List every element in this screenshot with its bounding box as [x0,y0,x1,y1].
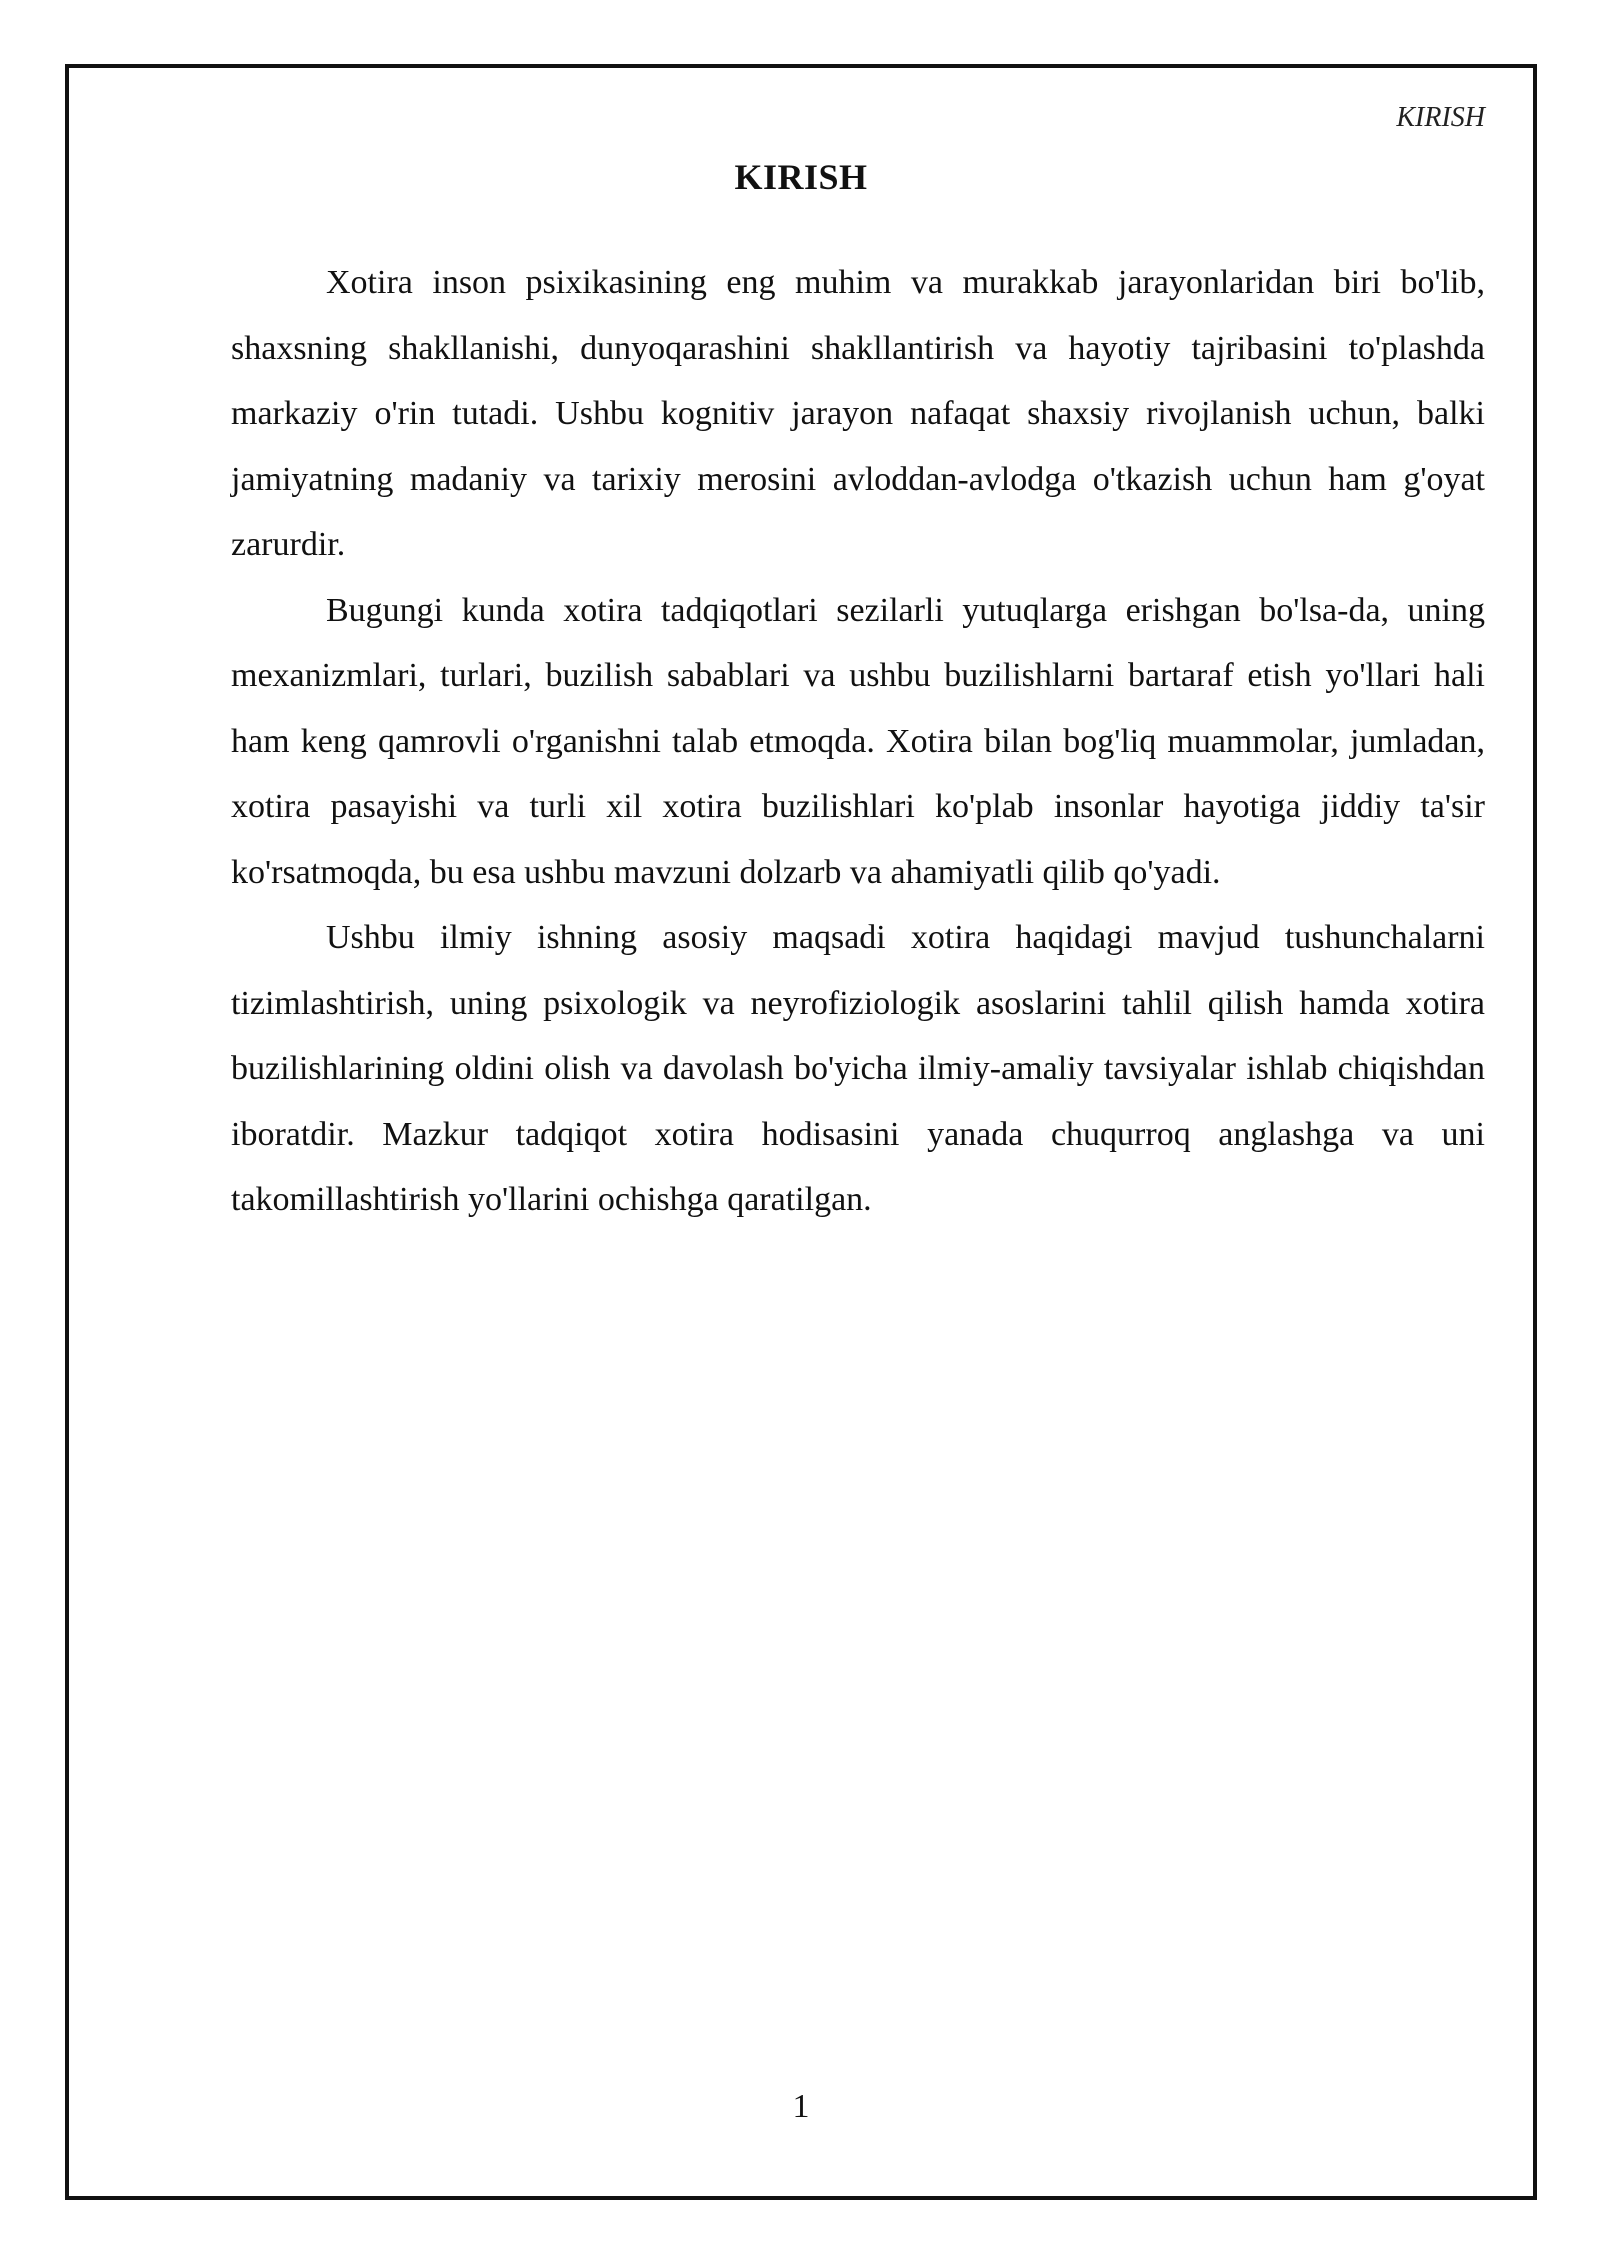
body-text [231,250,1485,1233]
paragraph-3: Ushbu ilmiy ishning asosiy maqsadi xotira haqidagi mavjud tushunchalarni tizimlashtirish, uning psixologik va neyrofiziologik asoslarini tahlil qilish hamda xotira buzilishlarining oldini olish va davolash bo'yicha ilmiy-amaliy tavsiyalar ishlab chiqishdan iboratdir. Mazkur tadqiqot xotira hodisasini yanada chuqurroq anglashga va uni takomillashtirish yo'llarini ochishga qaratilgan. [231,919,1485,1218]
running-header: KIRISH [1396,102,1485,133]
page-number: 1 [792,2088,810,2125]
paragraph-1: Xotira inson psixikasining eng muhim va murakkab jarayonlaridan biri bo'lib, shaxsning shakllanishi, dunyoqarashini shakllantirish va hayotiy tajribasini to'plashda markaziy o'rin tutadi. Ushbu kognitiv jarayon nafaqat shaxsiy rivojlanish uchun, balki jamiyatning madaniy va tarixiy merosini avloddan-avlodga o'tkazish uchun ham g'oyat zarurdir. [231,264,1485,563]
page-frame [65,64,1537,2200]
paragraph-2: Bugungi kunda xotira tadqiqotlari sezilarli yutuqlarga erishgan bo'lsa-da, uning mexanizmlari, turlari, buzilish sabablari va ushbu buzilishlarni bartaraf etish yo'llari hali ham keng qamrovli o'rganishni talab etmoqda. Xotira bilan bog'liq muammolar, jumladan, xotira pasayishi va turli xil xotira buzilishlari ko'plab insonlar hayotiga jiddiy ta'sir ko'rsatmoqda, bu esa ushbu mavzuni dolzarb va ahamiyatli qilib qo'yadi. [231,591,1485,891]
page-title: KIRISH [734,157,868,197]
